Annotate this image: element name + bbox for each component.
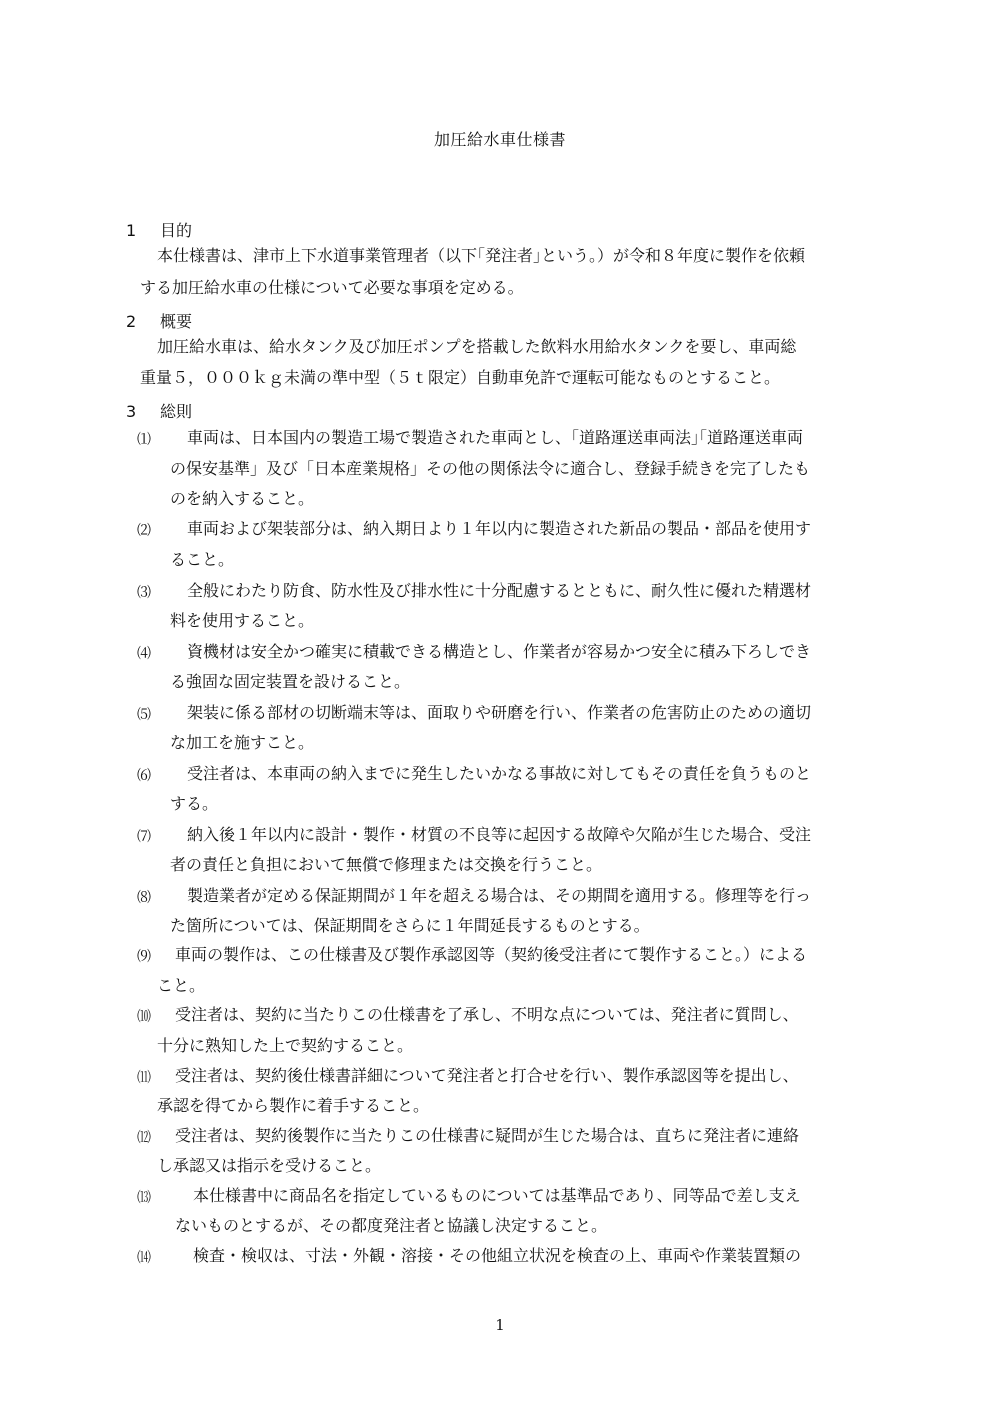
item-line: る強固な固定装置を設けること。 <box>170 672 411 691</box>
section-heading-overview <box>126 309 192 332</box>
item-line: 全般にわたり防食、防水性及び排水性に十分配慮するとともに、耐久性に優れた精選材 <box>187 581 812 600</box>
section-number: 1 <box>126 221 137 240</box>
item-marker: ⑿ <box>137 1130 151 1146</box>
item-marker: ⑶ <box>137 585 151 601</box>
item-line: 承認を得てから製作に着手すること。 <box>157 1096 430 1115</box>
item-marker: ⑻ <box>137 890 151 906</box>
section-title: 概要 <box>160 312 193 331</box>
item-line: 受注者は、契約後仕様書詳細について発注者と打合せを行い、製作承認図等を提出し、 <box>175 1066 799 1085</box>
item-marker: ⑸ <box>137 707 151 723</box>
paragraph-line: 加圧給水車は、給水タンク及び加圧ポンプを搭載した飲料水用給水タンクを要し、車両総 <box>157 337 797 356</box>
item-marker: ⑷ <box>137 646 151 662</box>
item-line: 車両および架装部分は、納入期日より１年以内に製造された新品の製品・部品を使用す <box>187 519 812 538</box>
section-heading-purpose <box>126 218 192 241</box>
item-line: ないものとするが、その都度発注者と協議し決定すること。 <box>175 1216 608 1235</box>
section-number: 2 <box>126 312 137 331</box>
section-heading-general-rules <box>126 399 192 422</box>
paragraph-line: する加圧給水車の仕様について必要な事項を定める。 <box>140 278 524 297</box>
item-marker: ⑴ <box>137 432 151 448</box>
page-number: 1 <box>495 1316 505 1334</box>
section-title: 総則 <box>160 402 193 421</box>
item-line: のを納入すること。 <box>170 489 315 508</box>
item-marker: ⑼ <box>137 949 151 965</box>
item-marker: ⑾ <box>137 1070 151 1086</box>
item-line: た箇所については、保証期間をさらに１年間延長するものとする。 <box>170 916 650 935</box>
item-line: こと。 <box>157 976 206 995</box>
item-line: 者の責任と負担において無償で修理または交換を行うこと。 <box>170 855 603 874</box>
item-line: 架装に係る部材の切断端末等は、面取りや研磨を行い、作業者の危害防止のための適切 <box>187 703 812 722</box>
item-line: する。 <box>170 794 219 813</box>
section-number: 3 <box>126 402 137 421</box>
item-line: 納入後１年以内に設計・製作・材質の不良等に起因する故障や欠陥が生じた場合、受注 <box>187 825 812 844</box>
item-marker: ⑵ <box>137 523 151 539</box>
item-marker: ⒁ <box>137 1250 151 1266</box>
item-line: な加工を施すこと。 <box>170 733 315 752</box>
item-line: 受注者は、契約に当たりこの仕様書を了承し、不明な点については、発注者に質問し、 <box>175 1005 799 1024</box>
item-line: 製造業者が定める保証期間が１年を超える場合は、その期間を適用する。修理等を行っ <box>187 886 812 905</box>
item-line: 本仕様書中に商品名を指定しているものについては基準品であり、同等品で差し支え <box>193 1186 801 1205</box>
item-marker: ⑺ <box>137 829 151 845</box>
item-marker: ⑽ <box>137 1009 151 1025</box>
document-title: 加圧給水車仕様書 <box>433 130 566 149</box>
paragraph-line: 本仕様書は、津市上下水道事業管理者（以下｢発注者｣という。）が令和８年度に製作を依頼 <box>157 246 806 265</box>
item-line: 車両は、日本国内の製造工場で製造された車両とし、｢道路運送車両法｣｢道路運送車両 <box>187 428 804 447</box>
item-line: し承認又は指示を受けること。 <box>157 1156 382 1175</box>
item-line: 料を使用すること。 <box>170 611 315 630</box>
item-line: の保安基準」及び「日本産業規格」その他の関係法令に適合し、登録手続きを完了したも <box>170 459 811 478</box>
item-line: ること。 <box>170 550 235 569</box>
section-title: 目的 <box>160 221 193 240</box>
paragraph-line: 重量５，０００ｋｇ未満の準中型（５ｔ限定）自動車免許で運転可能なものとすること。 <box>140 368 781 387</box>
item-line: 十分に熟知した上で契約すること。 <box>157 1036 414 1055</box>
item-line: 検査・検収は、寸法・外観・溶接・その他組立状況を検査の上、車両や作業装置類の <box>193 1246 802 1265</box>
item-line: 受注者は、本車両の納入までに発生したいかなる事故に対してもその責任を負うものと <box>187 764 812 783</box>
item-marker: ⒀ <box>137 1190 151 1206</box>
item-line: 資機材は安全かつ確実に積載できる構造とし、作業者が容易かつ安全に積み下ろしでき <box>187 642 812 661</box>
item-line: 受注者は、契約後製作に当たりこの仕様書に疑問が生じた場合は、直ちに発注者に連絡 <box>175 1126 800 1145</box>
item-line: 車両の製作は、この仕様書及び製作承認図等（契約後受注者にて製作すること。）による <box>175 945 808 964</box>
item-marker: ⑹ <box>137 768 151 784</box>
